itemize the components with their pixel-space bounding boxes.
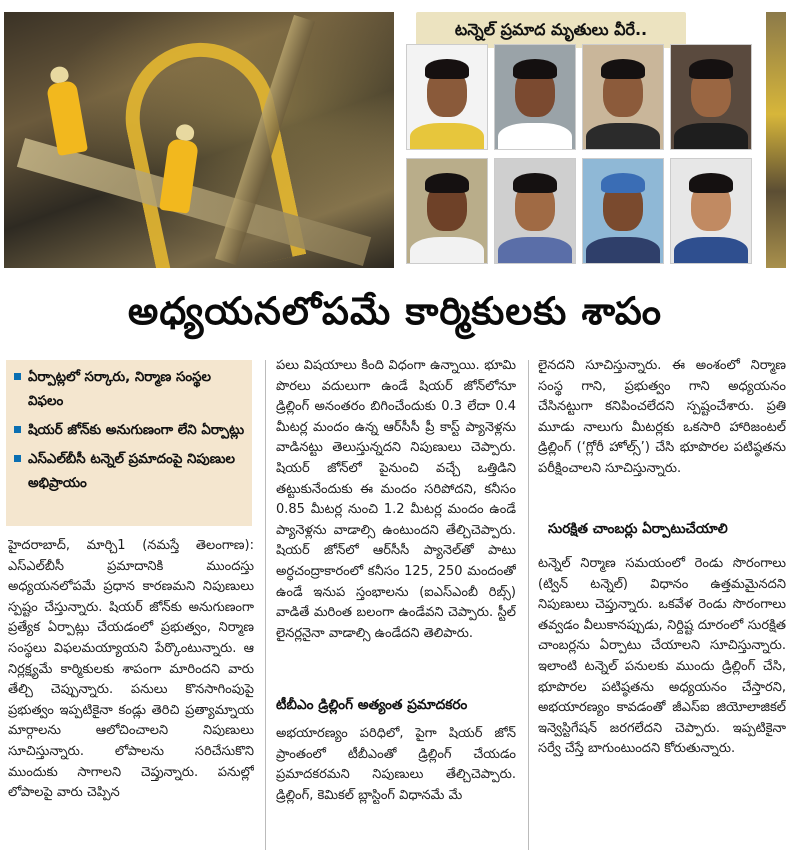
highlight-text: ఎస్‌ఎల్‌బీసీ టన్నెల్ ప్రమాదంపై నిపుణుల అభిప్రాయం [28, 452, 235, 491]
victim-portrait [670, 44, 752, 150]
article-column-3-bottom [538, 554, 786, 846]
highlights-box [6, 360, 252, 526]
subheading-tbm-drilling: టీబీఎం డ్రిల్లింగ్ అత్యంత ప్రమాదకరం [276, 697, 468, 713]
highlight-text: షియర్ జోన్‌కు అనుగుణంగా లేని ఏర్పాట్లు [28, 423, 245, 438]
portrait-hair [425, 173, 469, 193]
victim-portrait [582, 44, 664, 150]
highlight-item [14, 366, 246, 414]
article-column-1 [8, 536, 254, 852]
column-divider [528, 360, 529, 850]
victims-panel-title: టన్నెల్ ప్రమాద మృతులు వీరే.. [416, 12, 686, 48]
article-paragraph: హైదరాబాద్, మార్చి1 (నమస్తే తెలంగాణ): ఎస్‌ఎల్‌బీసీ ప్రమాదానికి ముందస్తు అధ్యయనలోపమే ప్రధాన కారణమని నిపుణులు స్పష్టం చేస్తున్నారు. షియర్ జోన్‌కు అనుగుణంగా ప్రత్యేక ఏర్పాట్లు చేయడంలో ప్రభుత్వం, నిర్మాణ సంస్థలు విఫలమయ్యాయని పేర్కొంటున్నారు. ఆ నిర్లక్ష్యమే కార్మికులకు శాపంగా మారిందని వారు తేల్చి చెప్పున్నారు. పనులు కొనసాగింపుపై ప్రభుత్వం ఇప్పటికైనా కండ్లు తెరిచి ప్రత్యామ్నాయ మార్గాలను ఆలోచించాలని నిపుణులు సూచిస్తున్నారు. లోపాలను సరిచేసుకొని ముందుకు సాగాలని చెప్తున్నారు. పనుల్లో లోపాలపై వారు చెప్పిన [8, 538, 254, 801]
portrait-hair [425, 59, 469, 79]
article-paragraph: లైనదని సూచిస్తున్నారు. ఈ అంశంలో నిర్మాణ సంస్థ గాని, ప్రభుత్వం గాని అధ్యయనం చేసినట్టుగా కనిపించలేదని స్పష్టంచేశారు. ప్రతి మూడు నాలుగు మీటర్లకు ఒకసారి హారిజంటల్ డ్రిల్లింగ్ (‘గ్లోరీ హోల్స్’) చేసి భూపొరల పటిష్ఠతను పరీక్షించాలని సూచిస్తున్నారు. [538, 358, 786, 476]
portrait-torso [410, 123, 484, 150]
highlight-text: ఏర్పాట్లలో సర్కారు, నిర్మాణ సంస్థల విఫలం [28, 370, 212, 409]
column-divider [265, 360, 266, 850]
article-paragraph: టన్నెల్ నిర్మాణ సమయంలో రెండు సొరంగాలు (ట్విన్ టన్నెల్) విధానం ఉత్తమమైనదని నిపుణులు చెప్తున్నారు. ఒకవేళ రెండు సొరంగాలు తవ్వడం వీలుకానప్పుడు, నిర్దిష్ట దూరంలో సురక్షిత చాంబర్లను ఏర్పాటు చేయాలని సూచిస్తున్నారు. ఇలాంటి టన్నెల్ పనులకు ముందు డ్రిల్లింగ్ చేసి, భూపొరల పటిష్ఠతను అధ్యయనం చేస్తారని, అభయారణ్యం కావడంతో జీఎస్‌ఐ జియోలాజికల్ ఇన్వెస్టిగేషన్ జరగలేదని చెప్పారు. ఇప్పటికైనా సర్వే చేస్తే బాగుంటుందని కోరుతున్నారు. [538, 556, 786, 757]
victim-portrait [494, 158, 576, 264]
portrait-torso [586, 123, 660, 150]
bullet-icon [14, 455, 21, 462]
victim-portrait [582, 158, 664, 264]
bullet-icon [14, 373, 21, 380]
portrait-torso [674, 237, 748, 264]
article-column-3-top [538, 356, 786, 502]
tunnel-rescue-photo [4, 12, 394, 268]
article-column-2-top [276, 356, 516, 686]
victim-portrait [494, 44, 576, 150]
subheading-safety-chambers: సురక్షిత చాంబర్లు ఏర్పాటుచేయాలి [548, 521, 728, 537]
article-paragraph: పలు విషయాలు కింది విధంగా ఉన్నాయి. భూమి పొరలు వదులుగా ఉండే షియర్ జోన్‌లోనూ డ్రిల్లింగ్ అనంతరం బిగించేందుకు 0.3 లేదా 0.4 మీటర్ల మందం ఉన్న ఆర్‌సీసీ ప్రీ కాస్ట్ ప్యానెళ్లను వాడినట్టు తెలుస్తున్నదని నిపుణులు చెప్పారు. షియర్ జోన్‌లో పైనుంచి వచ్చే ఒత్తిడిని తట్టుకునేందుకు ఈ మందం సరిపోదని, కనీసం 0.85 మీటర్ల నుంచి 1.2 మీటర్ల మందం ఉండే ప్యానెళ్లను వాడాల్సి ఉంటుందని తేల్చిచెప్పారు. షియర్ జోన్‌లో ఆర్‌సీసీ ప్యానెల్‌తో పాటు అర్ధచంద్రాకారంలో కనీసం 125, 250 మందంతో ఉండే ఇనుప స్తంభాలను (ఐఎస్‌ఎంబీ రిబ్స్) వాడితే మరింత బలంగా ఉండేవని చెప్పారు. స్టీల్ లైనర్లనైనా వాడాల్సి ఉండేదని తెలిపారు. [276, 358, 516, 641]
bullet-icon [14, 426, 21, 433]
portrait-hair [601, 59, 645, 79]
victim-portrait [406, 44, 488, 150]
portrait-torso [498, 237, 572, 264]
portrait-torso [498, 123, 572, 150]
portrait-torso [674, 123, 748, 150]
portrait-hair [513, 59, 557, 79]
victim-portrait [670, 158, 752, 264]
highlight-item [14, 419, 246, 443]
rescue-worker-figure [46, 80, 88, 156]
headline: అధ్యయనలోపమే కార్మికులకు శాపం [127, 289, 663, 333]
portrait-hair [689, 173, 733, 193]
article-column-2-bottom [276, 724, 516, 852]
victims-panel [398, 12, 762, 268]
portrait-hair [689, 59, 733, 79]
side-photo-strip [766, 12, 786, 268]
article-paragraph: అభయారణ్యం పరిధిలో, పైగా షియర్ జోన్ ప్రాంతంలో టీబీఎంతో డ్రిల్లింగ్ చేయడం ప్రమాదకరమని నిపుణులు తేల్చిచెప్పారు. డ్రిల్లింగ్, కెమికల్ బ్లాస్టింగ్ విధానమే మే [276, 726, 516, 803]
portrait-hair [513, 173, 557, 193]
victim-portrait [406, 158, 488, 264]
portrait-torso [410, 237, 484, 264]
highlight-item [14, 448, 246, 496]
portrait-hair [601, 173, 645, 193]
portrait-torso [586, 237, 660, 264]
